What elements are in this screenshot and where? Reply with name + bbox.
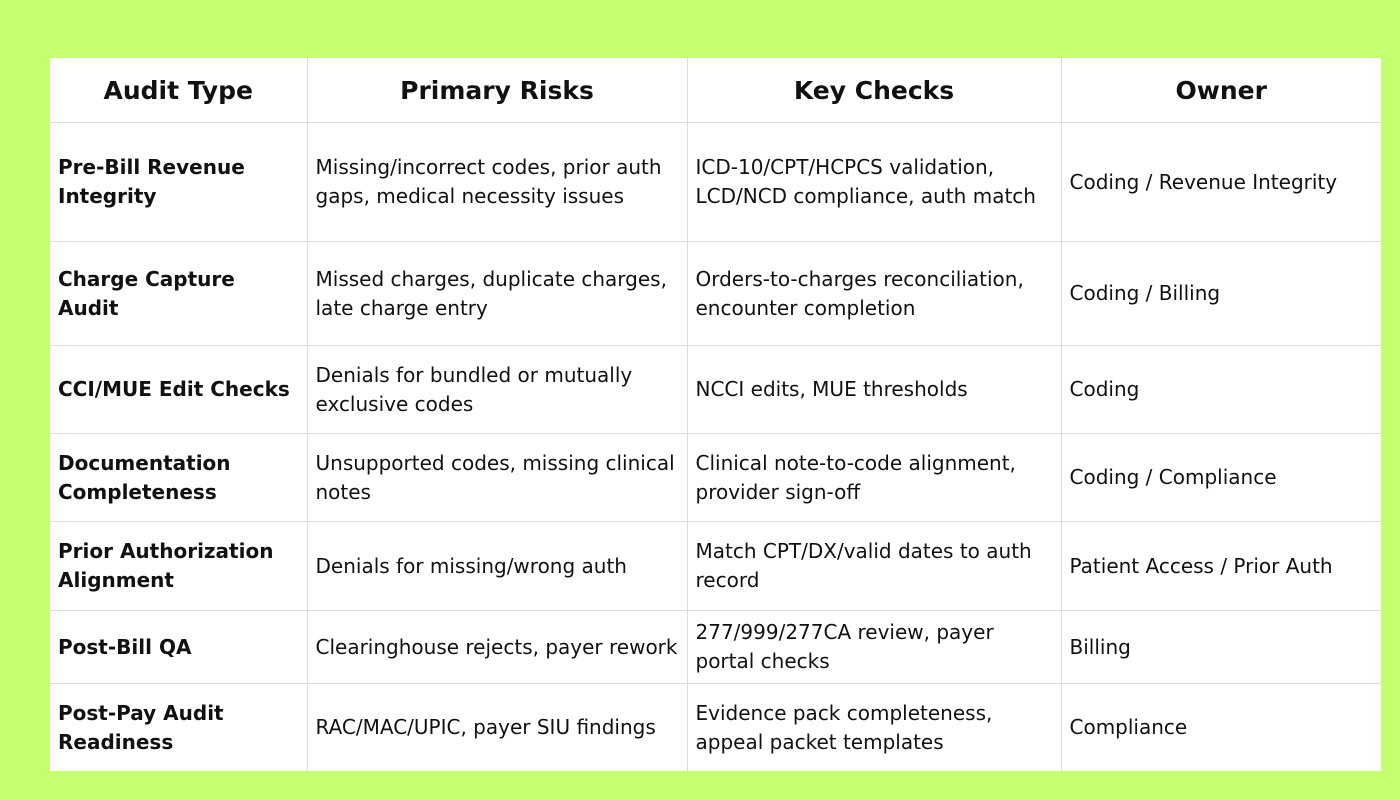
owner-cell: Coding / Compliance: [1061, 434, 1381, 522]
primary-risks-cell: Unsupported codes, missing clinical notes: [307, 434, 687, 522]
audit-type-cell: Prior Authorization Alignment: [50, 522, 307, 611]
audit-type-cell: Documentation Completeness: [50, 434, 307, 522]
key-checks-cell: ICD-10/CPT/HCPCS validation, LCD/NCD compliance, auth match: [687, 123, 1061, 242]
audit-type-cell: CCI/MUE Edit Checks: [50, 346, 307, 434]
key-checks-cell: Clinical note-to-code alignment, provider sign-off: [687, 434, 1061, 522]
table-row: [50, 684, 1381, 771]
audit-type-cell: Charge Capture Audit: [50, 242, 307, 346]
table-row: [50, 242, 1381, 346]
audit-type-cell: Pre-Bill Revenue Integrity: [50, 123, 307, 242]
table-row: [50, 346, 1381, 434]
header-primary-risks: Primary Risks: [307, 58, 687, 123]
primary-risks-cell: Missing/incorrect codes, prior auth gaps, medical necessity issues: [307, 123, 687, 242]
owner-cell: Coding / Billing: [1061, 242, 1381, 346]
primary-risks-cell: Clearinghouse rejects, payer rework: [307, 611, 687, 684]
audit-type-cell: Post-Bill QA: [50, 611, 307, 684]
table-row: [50, 434, 1381, 522]
owner-cell: Billing: [1061, 611, 1381, 684]
key-checks-cell: 277/999/277CA review, payer portal checks: [687, 611, 1061, 684]
owner-cell: Compliance: [1061, 684, 1381, 771]
key-checks-cell: Match CPT/DX/valid dates to auth record: [687, 522, 1061, 611]
header-key-checks: Key Checks: [687, 58, 1061, 123]
owner-cell: Coding: [1061, 346, 1381, 434]
audit-table-container: [50, 58, 1381, 771]
table-row: [50, 611, 1381, 684]
table-row: [50, 123, 1381, 242]
owner-cell: Coding / Revenue Integrity: [1061, 123, 1381, 242]
primary-risks-cell: Denials for missing/wrong auth: [307, 522, 687, 611]
primary-risks-cell: Missed charges, duplicate charges, late charge entry: [307, 242, 687, 346]
key-checks-cell: NCCI edits, MUE thresholds: [687, 346, 1061, 434]
key-checks-cell: Evidence pack completeness, appeal packet templates: [687, 684, 1061, 771]
primary-risks-cell: RAC/MAC/UPIC, payer SIU findings: [307, 684, 687, 771]
table-row: [50, 522, 1381, 611]
audit-table: [50, 58, 1381, 771]
audit-type-cell: Post-Pay Audit Readiness: [50, 684, 307, 771]
key-checks-cell: Orders-to-charges reconciliation, encounter completion: [687, 242, 1061, 346]
table-header-row: [50, 58, 1381, 123]
primary-risks-cell: Denials for bundled or mutually exclusive codes: [307, 346, 687, 434]
owner-cell: Patient Access / Prior Auth: [1061, 522, 1381, 611]
header-audit-type: Audit Type: [50, 58, 307, 123]
header-owner: Owner: [1061, 58, 1381, 123]
